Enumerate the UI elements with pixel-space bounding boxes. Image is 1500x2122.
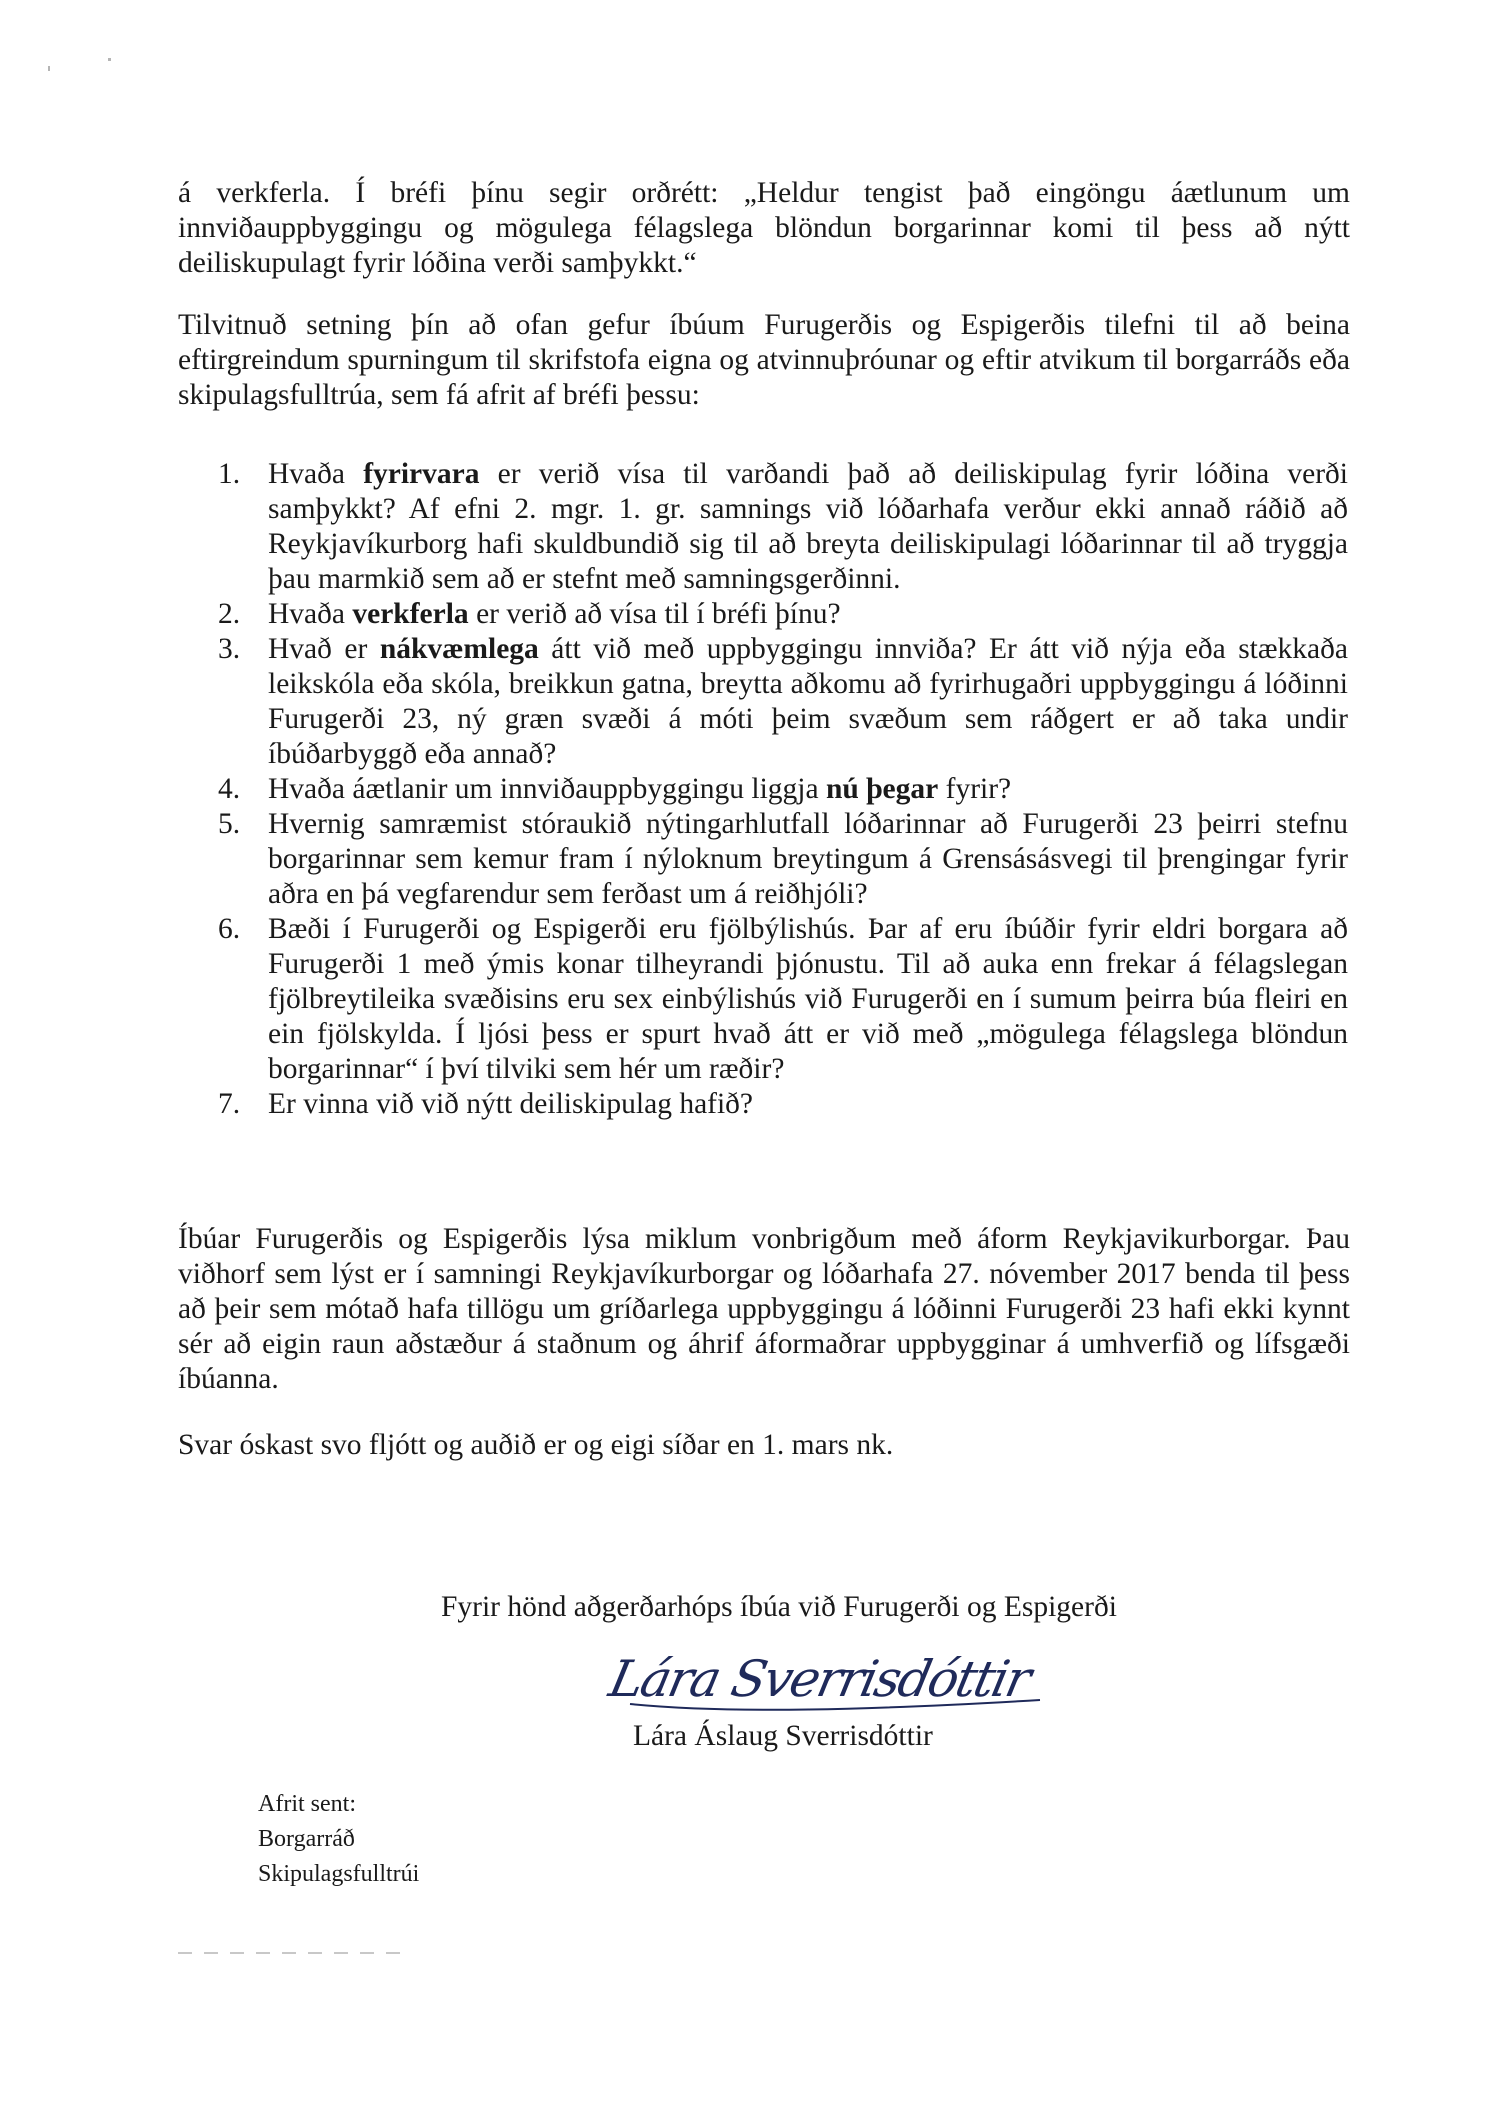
item-text: Hvaða verkferla er verið að vísa til í bréfi þínu? <box>268 598 841 630</box>
intro-paragraph <box>178 176 1350 281</box>
emphasis: verkferla <box>352 598 469 630</box>
question-list <box>218 457 1348 1122</box>
item-text: Hvaða fyrirvara er verið vísa til varðandi það að deiliskipulag fyrir lóðina verði samþykkt? Af efni 2. mgr. 1. gr. samnings við lóðarhafa verður ekki annað ráðið að Reykjavíkurborg hafi skuldbundið sig til að breyta deiliskipulagi lóðarinnar til að tryggja þau marmkið sem að er stefnt með samningsgerðinni. <box>268 458 1348 595</box>
intro-text: á verkferla. Í bréfi þínu segir orðrétt: „Heldur tengist það eingöngu áætlunum um innviðauppbyggingu og mögulega félagslega blöndun borgarinnar komi til þess að nýtt deiliskupulagt fyrir lóðina verði samþykkt.“ <box>178 177 1350 279</box>
handwritten-signature <box>604 1634 1070 1724</box>
list-item <box>218 597 1348 632</box>
item-number: 5. <box>218 808 241 840</box>
conclusion-paragraph <box>178 1222 1350 1397</box>
item-number: 4. <box>218 773 241 805</box>
reply-paragraph <box>178 1428 1350 1463</box>
item-text: Er vinna við við nýtt deiliskipulag hafið? <box>268 1088 754 1120</box>
scan-mark <box>48 66 50 71</box>
item-text: Hvað er nákvæmlega átt við með uppbyggingu innviða? Er átt við nýja eða stækkaða leikskóla eða skóla, breikkun gatna, breytta aðkomu að fyrirhugaðri uppbyggingu á lóðinni Furugerði 23, ný græn svæði á móti þeim svæðum sem ráðgert er að taka undir íbúðarbyggð eða annað? <box>268 633 1348 770</box>
question-intro-text: Tilvitnuð setning þín að ofan gefur íbúum Furugerðis og Espigerðis tilefni til að beina eftirgreindum spurningum til skrifstofa eigna og atvinnuþróunar og eftir atvikum til borgarráðs eða skipulagsfulltrúa, sem fá afrit af bréfi þessu: <box>178 309 1350 411</box>
conclusion-text: Íbúar Furugerðis og Espigerðis lýsa miklum vonbrigðum með áform Reykjavikurborgar. Þau viðhorf sem lýst er í samningi Reykjavíkurborgar og lóðarhafa 27. nóvember 2017 benda til þess að þeir sem mótað hafa tillögu um gríðarlega uppbyggingu á lóðinni Furugerði 23 hafi ekki kynnt sér að eigin raun aðstæður á staðnum og áhrif áformaðrar uppbygginar á umhverfið og lífsgæði íbúanna. <box>178 1223 1350 1395</box>
item-number: 6. <box>218 913 241 945</box>
reply-text: Svar óskast svo fljótt og auðið er og eigi síðar en 1. mars nk. <box>178 1429 894 1461</box>
list-item <box>218 912 1348 1087</box>
closing-line: Fyrir hönd aðgerðarhóps íbúa við Furugerði og Espigerði <box>441 1591 1117 1623</box>
item-number: 7. <box>218 1088 241 1120</box>
item-number: 2. <box>218 598 241 630</box>
list-item <box>218 772 1348 807</box>
signer-name: Lára Áslaug Sverrisdóttir <box>633 1720 933 1752</box>
cc-label: Afrit sent: <box>258 1791 356 1817</box>
list-item <box>218 457 1348 597</box>
item-number: 1. <box>218 458 241 490</box>
item-text: Hvaða áætlanir um innviðauppbyggingu liggja nú þegar fyrir? <box>268 773 1012 805</box>
emphasis: fyrirvara <box>363 458 480 490</box>
scan-dash-line <box>178 1952 408 1954</box>
cc-recipient: Skipulagsfulltrúi <box>258 1861 420 1887</box>
question-intro-paragraph <box>178 308 1350 413</box>
item-number: 3. <box>218 633 241 665</box>
emphasis: nú þegar <box>825 773 939 805</box>
scan-mark <box>108 58 111 61</box>
cc-recipient: Borgarráð <box>258 1826 355 1852</box>
list-item <box>218 632 1348 772</box>
cc-block <box>258 1787 419 1892</box>
list-item <box>218 807 1348 912</box>
list-item <box>218 1087 1348 1122</box>
item-text: Hvernig samræmist stóraukið nýtingarhlutfall lóðarinnar að Furugerði 23 þeirri stefnu borgarinnar sem kemur fram í nýloknum breytingum á Grensásásvegi til þrengingar fyrir aðra en þá vegfarendur sem ferðast um á reiðhjóli? <box>268 808 1348 910</box>
item-text: Bæði í Furugerði og Espigerði eru fjölbýlishús. Þar af eru íbúðir fyrir eldri borgara að Furugerði 1 með ýmis konar tilheyrandi þjónustu. Til að auka enn frekar á félagslegan fjölbreytileika svæðisins eru sex einbýlishús við Furugerði en í sumum þeirra búa fleiri en ein fjölskylda. Í ljósi þess er spurt hvað átt er við með „mögulega félagslega blöndun borgarinnar“ í því tilviki sem hér um ræðir? <box>268 913 1348 1085</box>
emphasis: nákvæmlega <box>379 633 539 665</box>
signature-text: Lára Sverrisdóttir <box>604 1649 1037 1708</box>
